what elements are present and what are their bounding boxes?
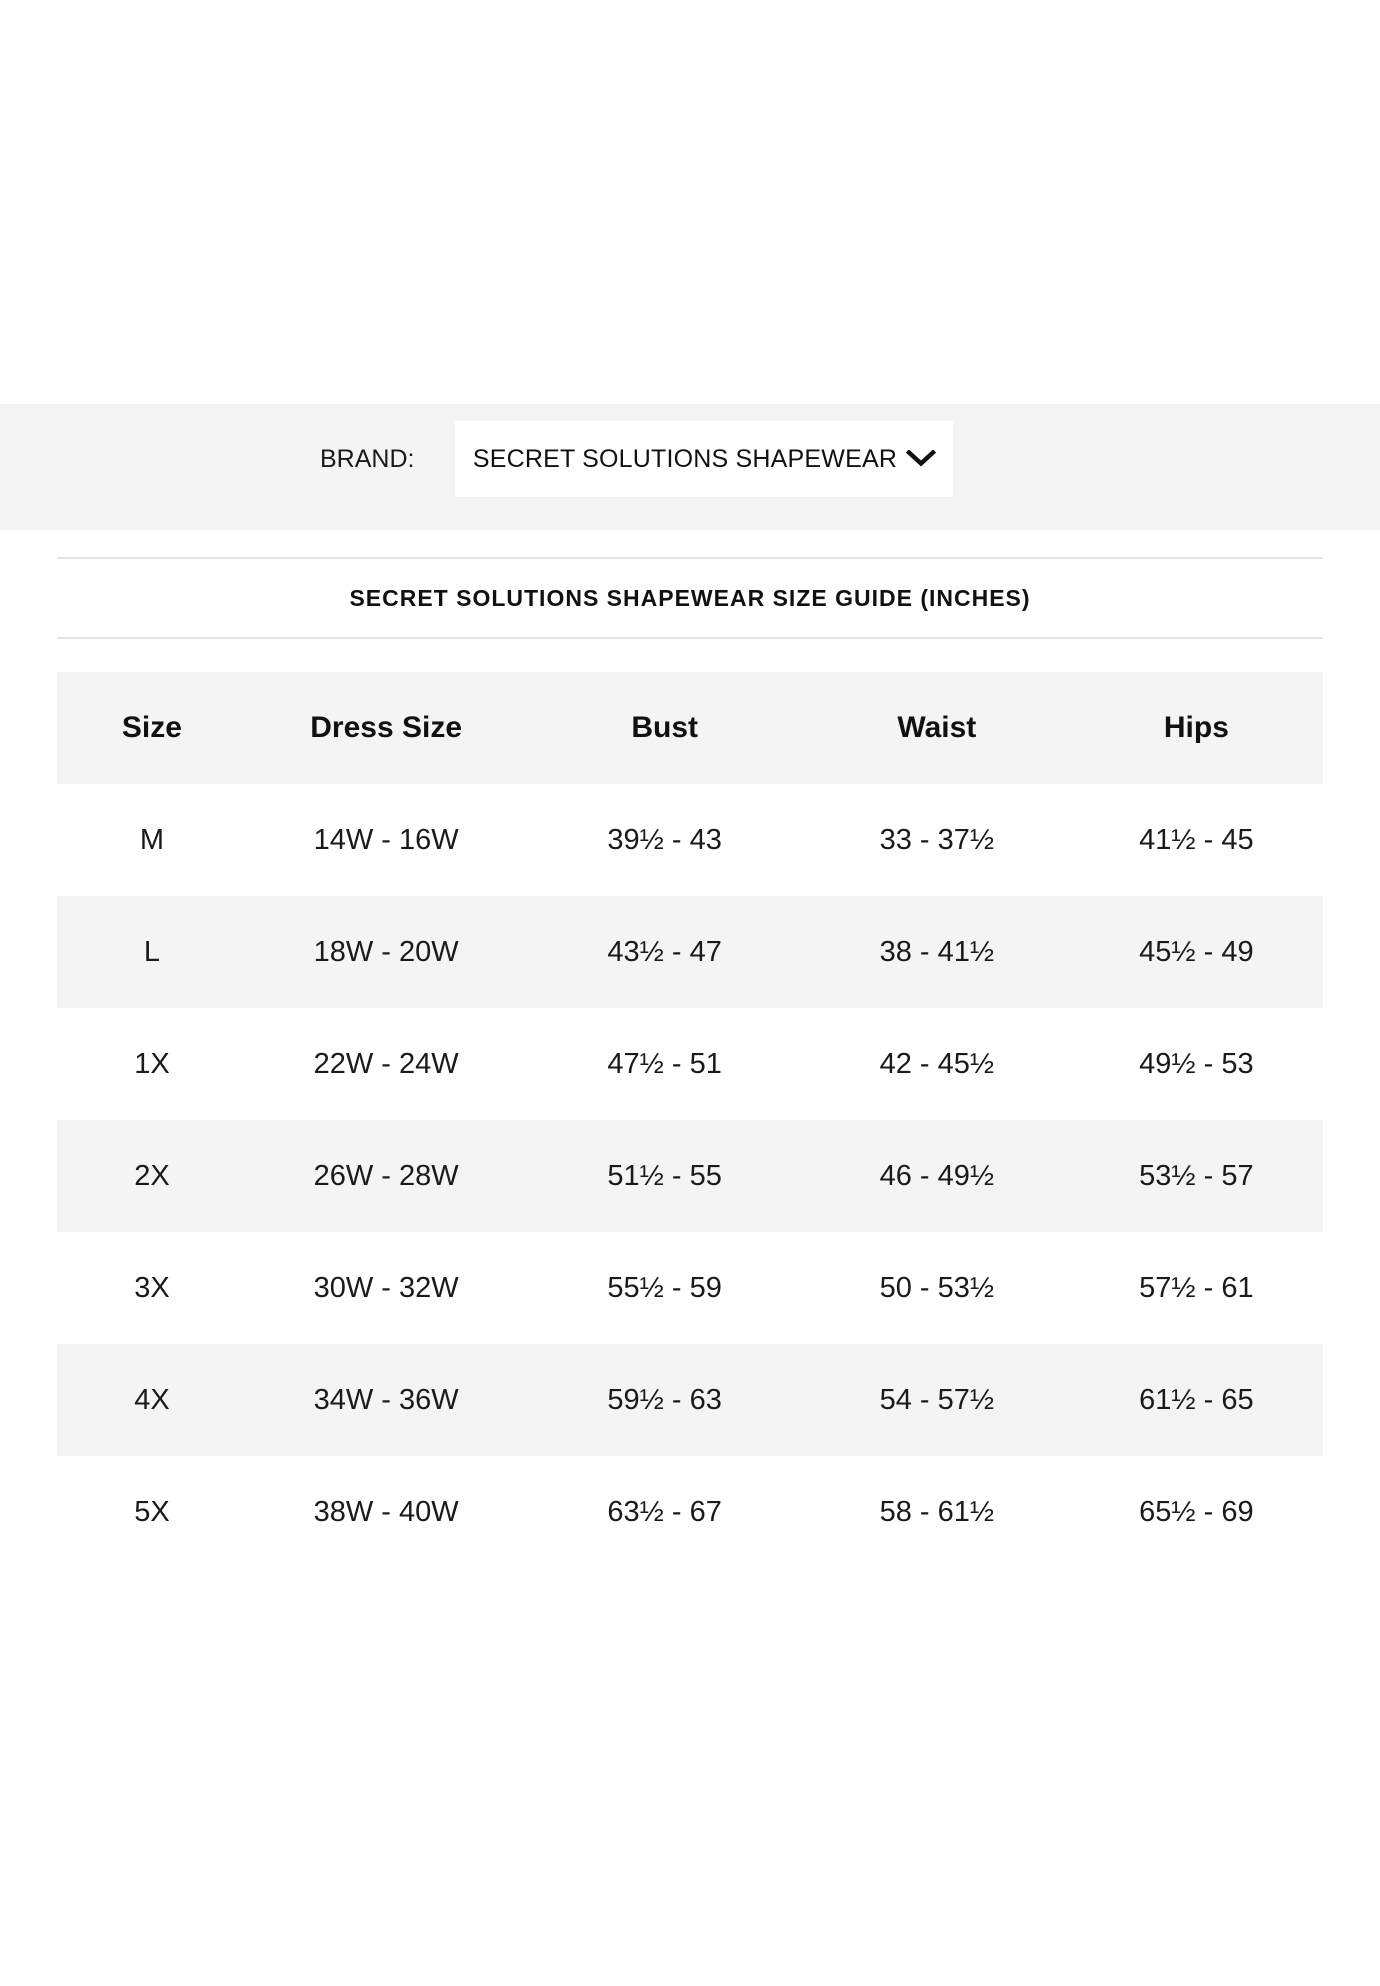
column-header-waist: Waist <box>897 711 977 744</box>
cell-size: 1X <box>134 1047 170 1080</box>
size-guide-title: SECRET SOLUTIONS SHAPEWEAR SIZE GUIDE (INCHES) <box>349 584 1031 611</box>
cell-hips: 49½ - 53 <box>1139 1047 1254 1080</box>
cell-size: 4X <box>134 1383 170 1416</box>
brand-selector-bar <box>0 404 1380 530</box>
cell-size: L <box>143 935 161 968</box>
cell-waist: 33 - 37½ <box>879 823 995 856</box>
brand-label: BRAND: <box>320 444 415 473</box>
cell-bust: 51½ - 55 <box>607 1159 722 1192</box>
cell-size: 5X <box>134 1495 170 1528</box>
cell-dress-size: 14W - 16W <box>313 823 459 856</box>
cell-dress-size: 18W - 20W <box>313 935 459 968</box>
cell-dress-size: 30W - 32W <box>313 1271 459 1304</box>
cell-bust: 55½ - 59 <box>607 1271 722 1304</box>
cell-hips: 61½ - 65 <box>1139 1383 1254 1416</box>
cell-bust: 39½ - 43 <box>607 823 722 856</box>
table-row-4x <box>57 1344 1323 1456</box>
table-row-2x <box>57 1120 1323 1232</box>
column-header-dress-size: Dress Size <box>310 711 463 744</box>
table-header-row <box>57 672 1323 784</box>
cell-hips: 53½ - 57 <box>1139 1159 1254 1192</box>
cell-waist: 46 - 49½ <box>879 1159 995 1192</box>
cell-hips: 41½ - 45 <box>1139 823 1254 856</box>
cell-dress-size: 34W - 36W <box>313 1383 459 1416</box>
table-row-1x <box>57 1008 1323 1120</box>
top-whitespace <box>0 0 1380 404</box>
brand-dropdown-value: SECRET SOLUTIONS SHAPEWEAR <box>472 444 898 473</box>
cell-dress-size: 22W - 24W <box>313 1047 459 1080</box>
cell-bust: 63½ - 67 <box>607 1495 722 1528</box>
brand-dropdown[interactable] <box>455 421 953 497</box>
divider-below-title <box>57 637 1323 639</box>
table-row-3x <box>57 1232 1323 1344</box>
cell-size: 3X <box>134 1271 170 1304</box>
cell-waist: 58 - 61½ <box>879 1495 995 1528</box>
table-row-5x <box>57 1456 1323 1568</box>
cell-waist: 38 - 41½ <box>879 935 995 968</box>
cell-dress-size: 38W - 40W <box>313 1495 459 1528</box>
size-guide-table <box>57 672 1323 1568</box>
cell-hips: 57½ - 61 <box>1139 1271 1254 1304</box>
cell-bust: 47½ - 51 <box>607 1047 722 1080</box>
column-header-bust: Bust <box>631 711 698 744</box>
table-row-l <box>57 896 1323 1008</box>
cell-waist: 42 - 45½ <box>879 1047 995 1080</box>
table-row-m <box>57 784 1323 896</box>
column-header-hips: Hips <box>1163 711 1229 744</box>
cell-bust: 43½ - 47 <box>607 935 722 968</box>
column-header-size: Size <box>121 711 182 744</box>
cell-size: M <box>139 823 165 856</box>
cell-bust: 59½ - 63 <box>607 1383 722 1416</box>
cell-waist: 54 - 57½ <box>879 1383 995 1416</box>
cell-hips: 45½ - 49 <box>1139 935 1254 968</box>
cell-waist: 50 - 53½ <box>879 1271 995 1304</box>
chevron-down-icon <box>906 450 936 472</box>
cell-size: 2X <box>134 1159 170 1192</box>
cell-hips: 65½ - 69 <box>1139 1495 1254 1528</box>
cell-dress-size: 26W - 28W <box>313 1159 459 1192</box>
title-row <box>0 559 1380 637</box>
